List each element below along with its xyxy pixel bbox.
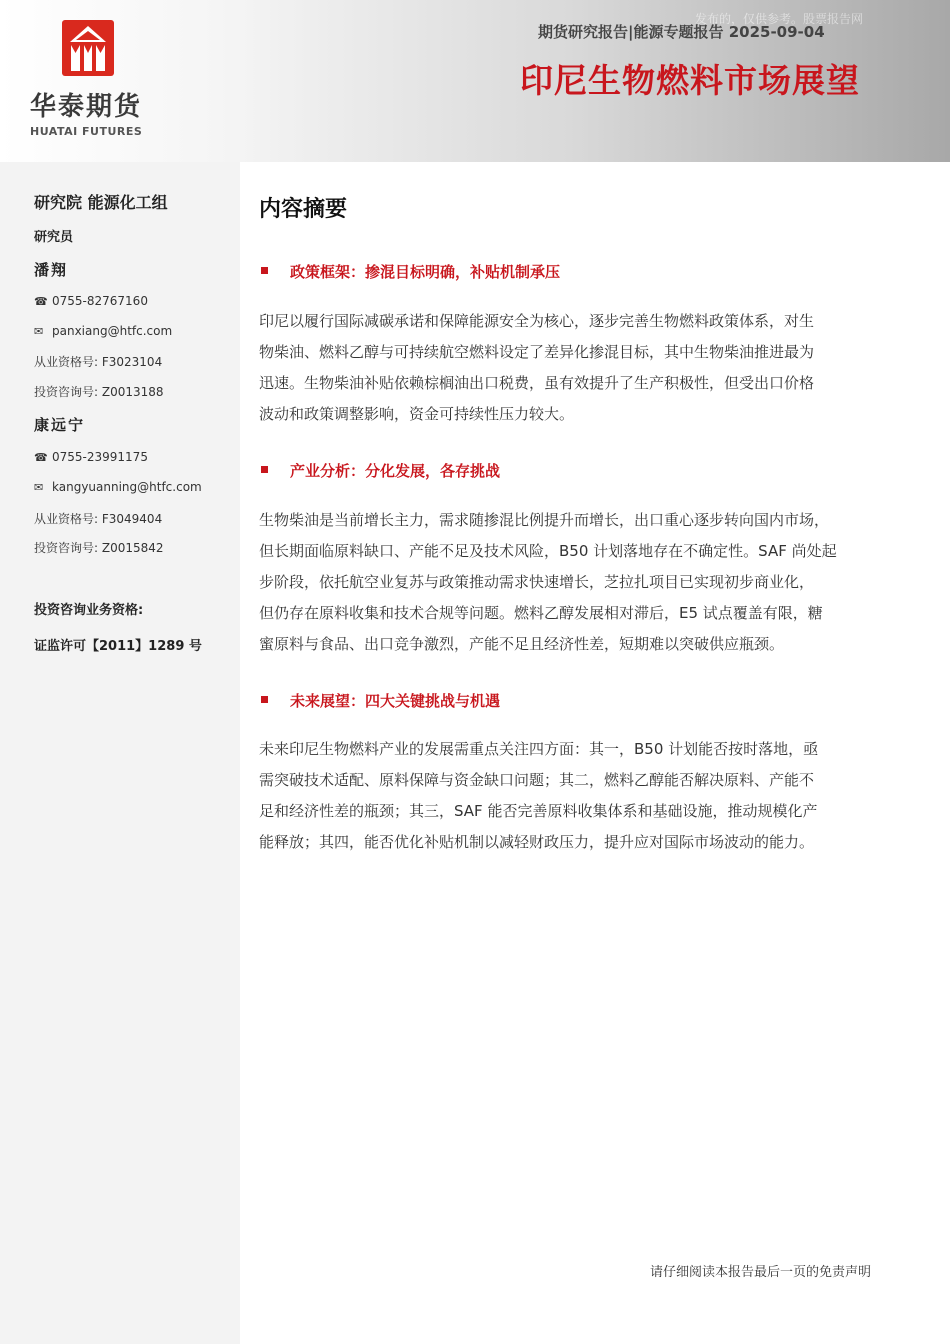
analyst-license: 从业资格号: F3023104 bbox=[34, 355, 163, 369]
square-bullet-icon bbox=[261, 696, 268, 703]
phone-value: 0755-23991175 bbox=[52, 450, 148, 464]
analyst-consult-no: 投资咨询号: Z0015842 bbox=[34, 541, 164, 555]
qualification-label: 投资咨询业务资格: bbox=[34, 603, 144, 618]
section-paragraph-industry bbox=[259, 505, 899, 660]
section-heading-industry bbox=[261, 460, 500, 481]
paragraph-line: 未来印尼生物燃料产业的发展需重点关注四方面：其一，B50 计划能否按时落地，亟 bbox=[259, 740, 819, 758]
paragraph-line: 波动和政策调整影响，资金可持续性压力较大。 bbox=[259, 405, 575, 423]
report-meta: 期货研究报告|能源专题报告 2025-09-04 bbox=[538, 23, 825, 41]
email-value[interactable]: panxiang@htfc.com bbox=[52, 324, 173, 338]
paragraph-line: 物柴油、燃料乙醇与可持续航空燃料设定了差异化掺混目标，其中生物柴油推进最为 bbox=[259, 343, 815, 361]
paragraph-line: 需突破技术适配、原料保障与资金缺口问题；其二，燃料乙醇能否解决原料、产能不 bbox=[259, 771, 815, 789]
summary-title: 内容摘要 bbox=[259, 197, 348, 222]
envelope-icon: ✉ bbox=[34, 481, 44, 494]
paragraph-line: 迅速。生物柴油补贴依赖棕榈油出口税费，虽有效提升了生产积极性，但受出口价格 bbox=[259, 374, 815, 392]
paragraph-line: 生物柴油是当前增长主力，需求随掺混比例提升而增长，出口重心逐步转向国内市场， bbox=[259, 511, 830, 529]
phone-icon: ☎ bbox=[34, 451, 48, 464]
phone-value: 0755-82767160 bbox=[52, 294, 148, 308]
logo-english-name: HUATAI FUTURES bbox=[30, 125, 143, 138]
paragraph-line: 印尼以履行国际减碳承诺和保障能源安全为核心，逐步完善生物燃料政策体系，对生 bbox=[259, 312, 815, 330]
section-heading-text: 未来展望：四大关键挑战与机遇 bbox=[290, 692, 501, 710]
analyst-name: 潘翔 bbox=[34, 261, 69, 279]
analyst-phone bbox=[34, 294, 148, 308]
paragraph-line: 步阶段，依托航空业复苏与政策推动需求快速增长，芝拉扎项目已实现初步商业化， bbox=[259, 573, 815, 591]
paragraph-line: 蜜原料与食品、出口竞争激烈，产能不足且经济性差，短期难以突破供应瓶颈。 bbox=[259, 635, 785, 653]
analyst-email[interactable] bbox=[34, 480, 202, 494]
square-bullet-icon bbox=[261, 267, 268, 274]
analyst-phone bbox=[34, 450, 148, 464]
section-paragraph-policy bbox=[259, 306, 899, 430]
section-heading-text: 产业分析：分化发展，各存挑战 bbox=[290, 462, 501, 480]
analyst-email[interactable] bbox=[34, 324, 172, 338]
paragraph-line: 能释放；其四，能否优化补贴机制以减轻财政压力，提升应对国际市场波动的能力。 bbox=[259, 833, 815, 851]
envelope-icon: ✉ bbox=[34, 325, 44, 338]
analyst-consult-no: 投资咨询号: Z0013188 bbox=[34, 385, 164, 399]
analyst-sidebar bbox=[0, 162, 240, 1344]
role-label: 研究员 bbox=[34, 230, 74, 245]
logo-chinese-name: 华泰期货 bbox=[30, 92, 143, 122]
paragraph-line: 但仍存在原料收集和技术合规等问题。燃料乙醇发展相对滞后，E5 试点覆盖有限，糖 bbox=[259, 604, 823, 622]
square-bullet-icon bbox=[261, 466, 268, 473]
section-heading-outlook bbox=[261, 690, 500, 711]
report-header bbox=[0, 0, 950, 162]
qualification-value: 证监许可【2011】1289 号 bbox=[34, 639, 202, 654]
paragraph-line: 足和经济性差的瓶颈；其三，SAF 能否完善原料收集体系和基础设施，推动规模化产 bbox=[259, 802, 818, 820]
paragraph-line: 但长期面临原料缺口、产能不足及技术风险，B50 计划落地存在不确定性。SAF 尚处起 bbox=[259, 542, 837, 560]
section-paragraph-outlook bbox=[259, 734, 899, 858]
section-heading-policy bbox=[261, 261, 560, 282]
phone-icon: ☎ bbox=[34, 295, 48, 308]
company-logo bbox=[30, 20, 150, 138]
huatai-logo-icon bbox=[62, 20, 114, 76]
analyst-name: 康远宁 bbox=[34, 416, 86, 434]
email-value[interactable]: kangyuanning@htfc.com bbox=[52, 480, 202, 494]
disclaimer-note: 请仔细阅读本报告最后一页的免责声明 bbox=[650, 1265, 872, 1280]
watermark: 发布的，仅供参考。股票报告网 bbox=[695, 12, 864, 26]
dept-name: 研究院 能源化工组 bbox=[34, 193, 168, 212]
section-heading-text: 政策框架：掺混目标明确，补贴机制承压 bbox=[290, 263, 561, 281]
report-title: 印尼生物燃料市场展望 bbox=[520, 61, 860, 100]
analyst-license: 从业资格号: F3049404 bbox=[34, 512, 163, 526]
